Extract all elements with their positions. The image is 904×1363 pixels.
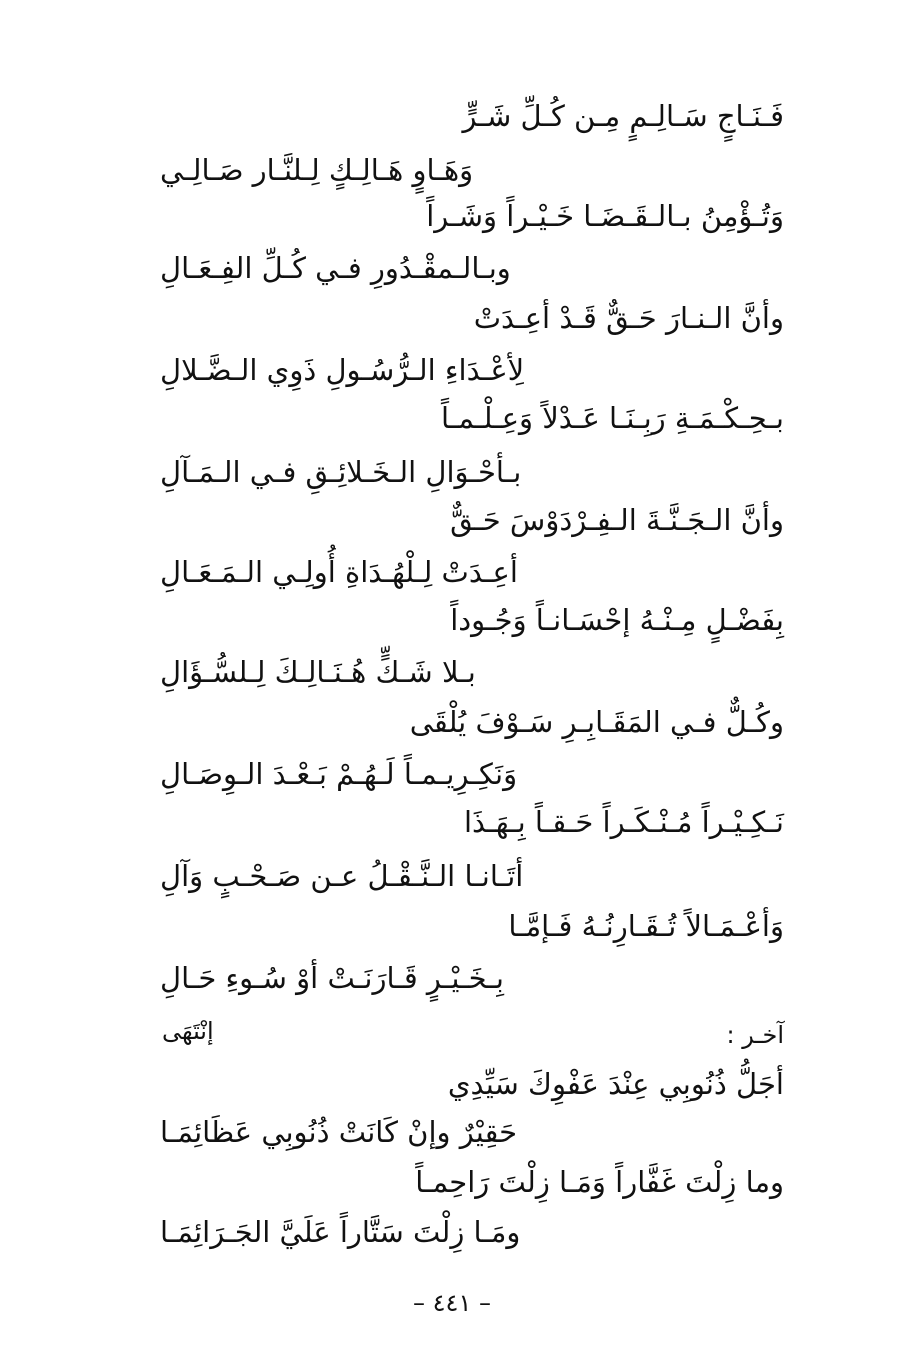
poem-line-9: وأنَّ الـجَـنَّـةَ الـفِـرْدَوْسَ حَـقٌّ bbox=[450, 503, 784, 537]
poem-line-7: بـحِـكْـمَـةِ رَبِـنَـا عَـدْلاً وَعِـلْـمـاً bbox=[441, 401, 784, 435]
poem-line-14: وَنَكِـرِيـمـاً لَـهُـمْ بَـعْـدَ الـوِصَـالِ bbox=[160, 757, 518, 791]
poem-line-8: بـأحْـوَالِ الـخَـلائِـقِ فـي الـمَـآلِ bbox=[160, 455, 522, 489]
poem-line-13: وكُـلٌّ فـي المَقَـابِـرِ سَـوْفَ يُلْقَى bbox=[409, 705, 784, 739]
poem-line-1: فَـنَـاجٍ سَـالِـمٍ مِـن كُـلِّ شَـرٍّ bbox=[462, 99, 784, 133]
second-line-4: ومَـا زِلْتَ سَتَّاراً عَلَيَّ الجَـرَائِمَـا bbox=[160, 1215, 521, 1249]
poem-line-3: وَتُـؤْمِنُ بـالـقَـضَـا خَـيْـراً وَشَـراً bbox=[426, 199, 784, 233]
section-label: آخـر : bbox=[726, 1021, 784, 1049]
poem-line-18: بِـخَـيْـرٍ قَـارَنَـتْ أوْ سُـوءِ حَـالِ bbox=[160, 961, 504, 995]
poem-line-10: أعِـدَتْ لِـلْهُـدَاةِ أُولِـي الـمَـعَـالِ bbox=[160, 555, 518, 589]
poem-line-11: بِفَضْـلٍ مِـنْـهُ إحْسَـانـاً وَجُـوداً bbox=[450, 603, 784, 637]
poem-line-15: نَـكِـيْـراً مُـنْـكَـراً حَـقـاً بِـهَـذَا bbox=[463, 805, 784, 839]
page-number: – ٤٤١ – bbox=[413, 1289, 491, 1317]
second-line-2: حَقِيْرٌ وإنْ كَانَتْ ذُنُوبِي عَظَائِمَـا bbox=[160, 1115, 518, 1149]
poem-line-2: وَهَـاوٍ هَـالِـكٍ لِـلنَّـار صَـالِـي bbox=[160, 153, 474, 187]
poem-line-5: وأنَّ الـنـارَ حَـقٌّ قَـدْ أعِـدَتْ bbox=[473, 301, 784, 335]
poem-line-16: أتَـانـا الـنَّـقْـلُ عـن صَـحْـبٍ وَآلِ bbox=[160, 859, 524, 893]
second-line-1: أجَلُّ ذُنُوبِي عِنْدَ عَفْوِكَ سَيِّدِي bbox=[447, 1067, 784, 1101]
poem-line-12: بـلا شَـكٍّ هُـنَـالِـكَ لِـلسُّـؤَالِ bbox=[160, 655, 476, 689]
end-label: إنْتَهَى bbox=[162, 1017, 214, 1045]
poem-line-4: وبـالـمقْـدُورِ فـي كُـلِّ الفِـعَـالِ bbox=[160, 251, 511, 285]
poem-line-17: وَأعْـمَـالاً تُـقَـارِنُـهُ فَـإمَّـا bbox=[508, 909, 784, 943]
second-line-3: وما زِلْتَ غَفَّاراً وَمَـا زِلْتَ رَاحِمـاً bbox=[415, 1165, 784, 1199]
poem-line-6: لِأعْـدَاءِ الـرُّسُـولِ ذَوِي الـضَّـلالِ bbox=[160, 353, 525, 387]
